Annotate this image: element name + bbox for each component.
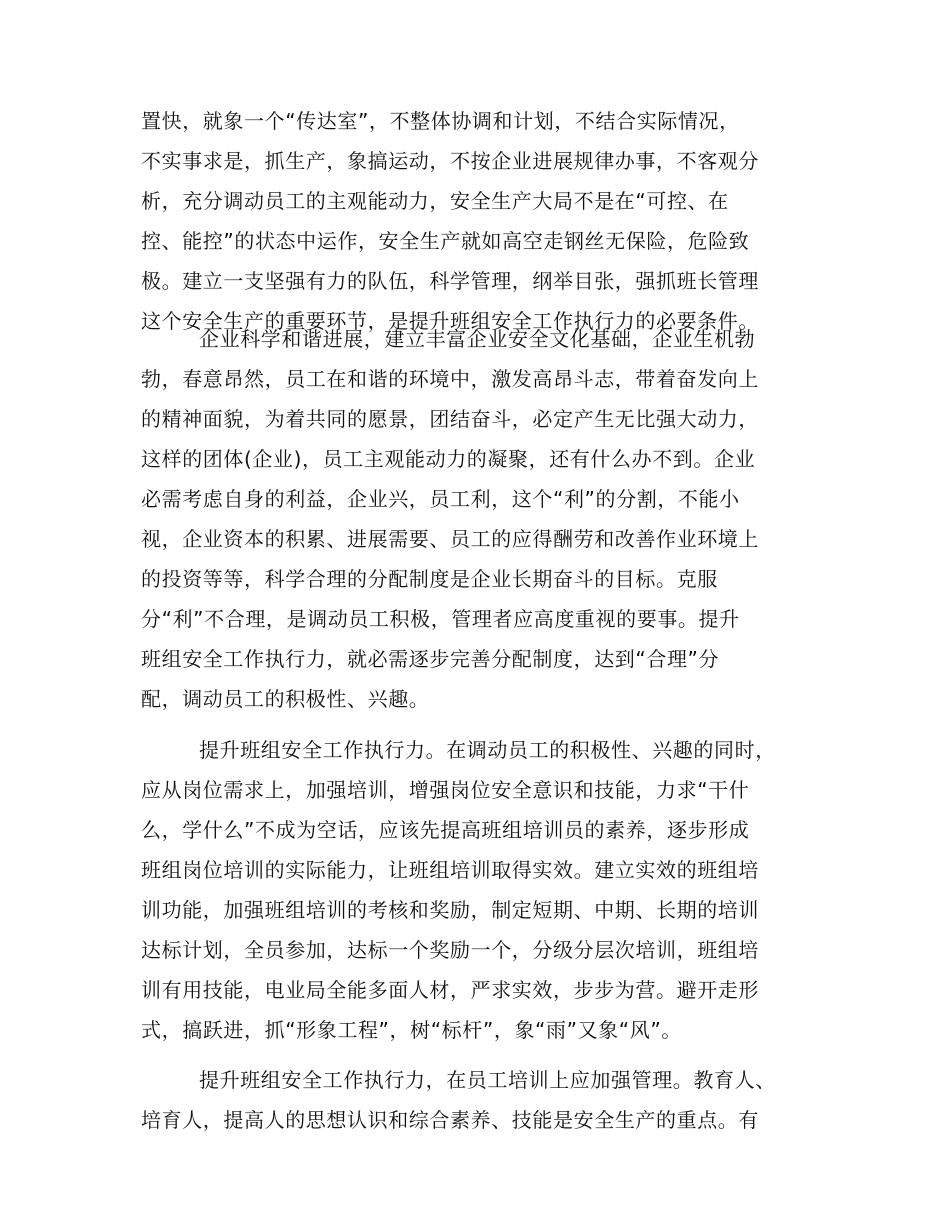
text-line: 班组安全工作执行力，就必需逐步完善分配制度，达到“合理”分 — [141, 647, 720, 671]
text-line: 极。建立一支坚强有力的队伍，科学管理，纲举目张，强抓班长管理 — [141, 269, 759, 293]
text-line: 这样的团体(企业)，员工主观能动力的凝聚，还有什么办不到。企业 — [141, 447, 756, 471]
text-line: 视，企业资本的积累、进展需要、员工的应得酬劳和改善作业环境上 — [141, 527, 759, 551]
text-line: 训有用技能，电业局全能多面人材，严求实效，步步为营。避开走形 — [141, 978, 759, 1002]
text-line: 勃，春意昂然，员工在和谐的环境中，激发高昂斗志，带着奋发向上 — [141, 367, 759, 391]
text-line: 配，调动员工的积极性、兴趣。 — [141, 687, 430, 711]
text-line: 不实事求是，抓生产，象搞运动，不按企业进展规律办事，不客观分 — [141, 149, 759, 173]
text-line: 提升班组安全工作执行力，在员工培训上应加强管理。教育人、 — [199, 1068, 776, 1092]
text-line: 的投资等等，科学合理的分配制度是企业长期奋斗的目标。克服 — [141, 567, 718, 591]
text-line: 么，学什么”不成为空话，应该先提高班组培训员的素养，逐步形成 — [141, 818, 750, 842]
text-line: 置快，就象一个“传达室”，不整体协调和计划，不结合实际情况， — [141, 109, 740, 133]
text-line: 这个安全生产的重要环节，是提升班组安全工作执行力的必要条件。 — [141, 309, 759, 333]
text-line: 应从岗位需求上，加强培训，增强岗位安全意识和技能，力求“干什 — [141, 778, 750, 802]
text-line: 控、能控”的状态中运作，安全生产就如高空走钢丝无保险，危险致 — [141, 229, 750, 253]
text-line: 企业科学和谐进展，建立丰富企业安全文化基础，企业生机勃 — [199, 327, 756, 351]
text-line: 训功能，加强班组培训的考核和奖励，制定短期、中期、长期的培训 — [141, 898, 759, 922]
text-line: 必需考虑自身的利益，企业兴，员工利，这个“利”的分割，不能小 — [141, 487, 740, 511]
text-line: 培育人，提高人的思想认识和综合素养、技能是安全生产的重点。有 — [141, 1108, 759, 1132]
text-line: 析，充分调动员工的主观能动力，安全生产大局不是在“可控、在 — [141, 189, 729, 213]
text-line: 分“利”不合理，是调动员工积极，管理者应高度重视的要事。提升 — [141, 607, 740, 631]
text-line: 的精神面貌，为着共同的愿景，团结奋斗，必定产生无比强大动力， — [141, 407, 759, 431]
text-line: 式，搞跃进，抓“形象工程”，树“标杆”，象“雨”又象“风”。 — [141, 1018, 682, 1042]
text-line: 达标计划，全员参加，达标一个奖励一个，分级分层次培训，班组培 — [141, 938, 759, 962]
text-line: 提升班组安全工作执行力。在调动员工的积极性、兴趣的同时， — [199, 738, 776, 762]
text-line: 班组岗位培训的实际能力，让班组培训取得实效。建立实效的班组培 — [141, 858, 759, 882]
